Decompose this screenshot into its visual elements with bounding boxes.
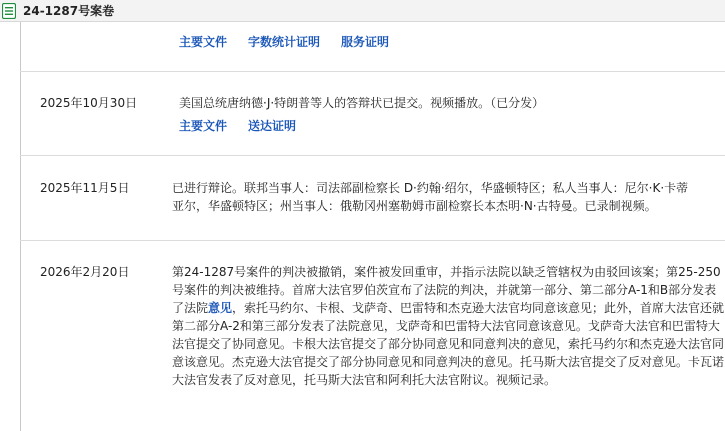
- row-divider: [20, 155, 725, 156]
- main-document-link[interactable]: 主要文件: [179, 119, 228, 133]
- entry-date: 2025年11月5日: [40, 181, 130, 195]
- description-line: 已进行辩论。联邦当事人：司法部副检察长 D·约翰·绍尔，华盛顿特区；私人当事人：尼尔·K·卡蒂: [172, 181, 689, 195]
- description-text: 第24-1287号案件的判决被撤销，案件被发回重审，并指示法院以缺乏管辖权为由驳回该案；第25-250号案件的判决被维持。首席大法官罗伯茨宣布了法院的判决，并就第一部分、第二部分A-1和B部分发表了法院: [172, 265, 721, 315]
- document-icon: [2, 3, 16, 19]
- window-title: 24-1287号案卷: [23, 4, 115, 18]
- entry-description: 美国总统唐纳德·J·特朗普等人的答辩状已提交。视频播放。（已分发）: [179, 96, 545, 110]
- entry-links: [179, 117, 317, 135]
- word-count-certificate-link[interactable]: 字数统计证明: [248, 35, 321, 49]
- entry-description: [172, 263, 725, 389]
- entry-date: 2026年2月20日: [40, 265, 130, 279]
- main-document-link[interactable]: 主要文件: [179, 35, 228, 49]
- description-text: ，索托马约尔、卡根、戈萨奇、巴雷特和杰克逊大法官均同意该意见；此外，首席大法官还就第二部分A-2和第三部分发表了法院意见，戈萨奇和巴雷特大法官同意该意见。戈萨奇大法官和巴雷特大法官提交了协同意见。卡根大法官提交了部分协同意见和同意判决的意见，索托马约尔和杰克逊大法官同意该意见。杰克逊大法官提交了部分协同意见和同意判决的意见。托马斯大法官提交了反对意见。卡瓦诺大法官发表了反对意见，托马斯大法官和阿利托大法官附议。视频记录。: [172, 301, 725, 387]
- row-divider: [20, 240, 725, 241]
- timeline-border: [20, 22, 21, 431]
- title-bar: [0, 0, 725, 22]
- description-line: 亚尔，华盛顿特区；州当事人：俄勒冈州塞勒姆市副检察长本杰明·N·古特曼。已录制视频。: [172, 199, 657, 213]
- entry-description: [172, 179, 725, 215]
- entry-date: 2025年10月30日: [40, 96, 138, 110]
- proof-of-service-link[interactable]: 送达证明: [248, 119, 297, 133]
- opinion-link[interactable]: 意见: [208, 301, 233, 315]
- proof-of-service-link[interactable]: 服务证明: [341, 35, 390, 49]
- entry-links: [179, 33, 410, 51]
- row-divider: [20, 71, 725, 72]
